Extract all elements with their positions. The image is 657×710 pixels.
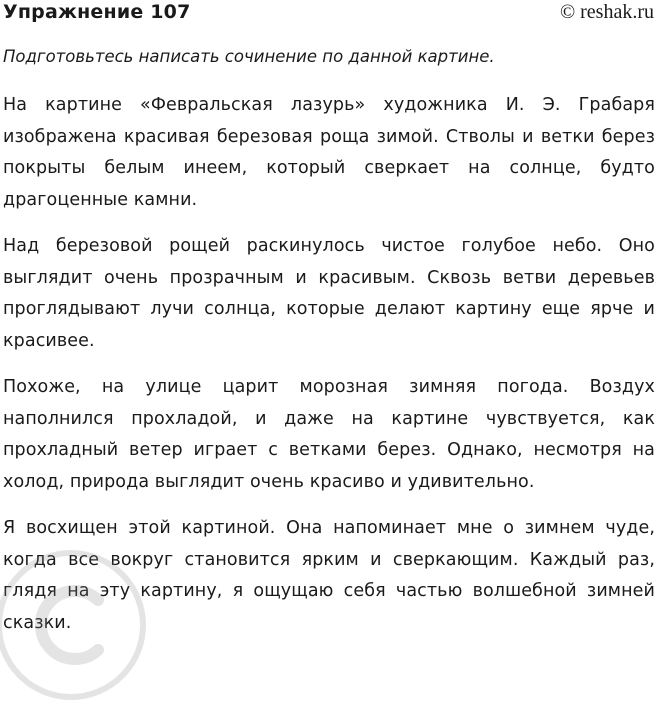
page-header xyxy=(0,0,657,28)
exercise-title: Упражнение 107 xyxy=(3,1,191,23)
essay-text xyxy=(3,90,655,654)
essay-paragraph-2: Над березовой рощей раскинулось чистое голубое небо. Оно выглядит очень прозрачным и красивым. Сквозь ветви деревьев проглядывают лучи солнца, которые делают картину еще ярче и красивее. xyxy=(3,236,655,351)
essay-paragraph-3: Похоже, на улице царит морозная зимняя погода. Воздух наполнился прохладой, и даже на картине чувствуется, как прохладный ветер играет с ветками берез. Однако, несмотря на холод, природа выглядит очень красиво и удивительно. xyxy=(3,377,655,492)
essay-paragraph-4: Я восхищен этой картиной. Она напоминает мне о зимнем чуде, когда все вокруг становится ярким и сверкающим. Каждый раз, глядя на эту картину, я ощущаю себя частью волшебной зимней сказки. xyxy=(3,518,655,633)
copyright-label: © reshak.ru xyxy=(559,1,654,23)
essay-paragraph-1: На картине «Февральская лазурь» художника И. Э. Грабаря изображена красивая березовая роща зимой. Стволы и ветки берез покрыты белым инеем, который сверкает на солнце, будто драгоценные камни. xyxy=(3,95,655,210)
task-instruction: Подготовьтесь написать сочинение по данной картине. xyxy=(3,47,495,66)
